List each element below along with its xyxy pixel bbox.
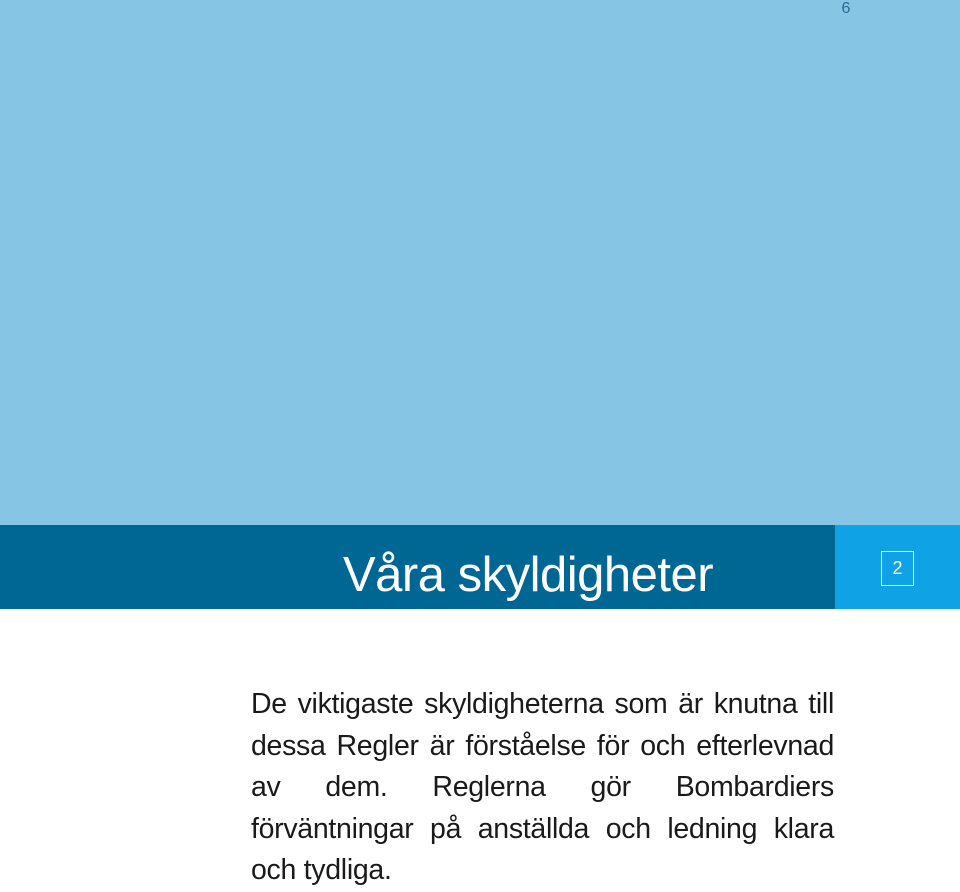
intro-paragraph: De viktigaste skyldigheterna som är knutna till dessa Regler är förståelse för och efterlevnad av dem. Reglerna gör Bombardiers förväntningar på anställda och ledning klara och tydliga. [251,688,834,886]
page-title: Våra skyldigheter [343,548,714,602]
page-number: 6 [841,0,851,17]
chapter-number-badge: 2 [881,551,914,586]
